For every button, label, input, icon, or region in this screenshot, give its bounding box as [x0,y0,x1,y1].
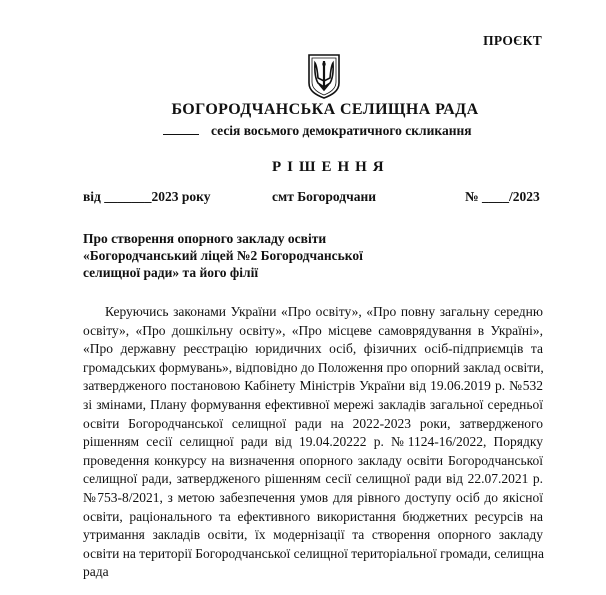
decision-body-paragraph [83,303,543,582]
body-line: освіти, раціонального та ефективного використання бюджетних ресурсів на [83,508,543,524]
subject-line: селищної ради» та його філії [83,265,259,280]
session-text: сесія восьмого демократичного скликання [211,123,472,138]
body-line: освіту», «Про дошкільну освіту», «Про місцеве самоврядування в Україні», [83,322,543,338]
body-line: громадських формувань», відповідно до Положення про опорний заклад освіти, [83,359,544,375]
decision-title: РІШЕННЯ [272,159,390,175]
decision-date: від _______2023 року [83,189,211,204]
body-line: утримання закладів освіти, їх модернізації та створення опорного закладу [83,527,543,543]
decision-number: № ____/2023 [465,189,540,204]
body-line: «Про державну реєстрацію юридичних осіб, фізичних осіб-підприємців та [83,341,543,357]
body-line: №753-8/2021, з метою забезпечення умов для рівного доступу осіб до якісної [83,489,543,505]
draft-mark: ПРОЄКТ [483,33,542,48]
body-line: проведення конкурсу на визначення опорного закладу освіти Богородчанської [83,452,543,468]
decision-subject [83,230,383,281]
body-line: Керуючись законами України «Про освіту», «Про повну загальну середню [105,304,543,319]
subject-line: «Богородчанський ліцей №2 Богородчанської [83,248,363,263]
trident-coat-of-arms-icon [306,53,342,99]
subject-line: Про створення опорного закладу освіти [83,231,327,246]
body-line: рада [83,564,109,580]
body-line: освіти на території Богородчанської селищної територіальної громади, селищна [83,545,544,561]
body-line: рішенням сесії селищної ради від 19.04.20222 р. №1124-16/2022, Порядку [83,434,543,450]
session-line [163,123,472,139]
session-number-blank [163,123,199,135]
council-name: БОГОРОДЧАНСЬКА СЕЛИЩНА РАДА [171,101,479,118]
body-line: затвердженого постановою Кабінету Міністрів України від 19.06.2019 р. №532 [83,378,543,394]
decision-place: смт Богородчани [272,189,377,204]
body-line: селищної ради, затвердженого рішенням сесії селищної ради від 22.07.2021 р. [83,471,543,487]
body-line: зі змінами, Плану формування ефективної мережі закладів загальної середньої [83,396,543,412]
body-line: освіти Богородчанської селищної ради на 2022-2023 роки, затвердженого [83,415,543,431]
